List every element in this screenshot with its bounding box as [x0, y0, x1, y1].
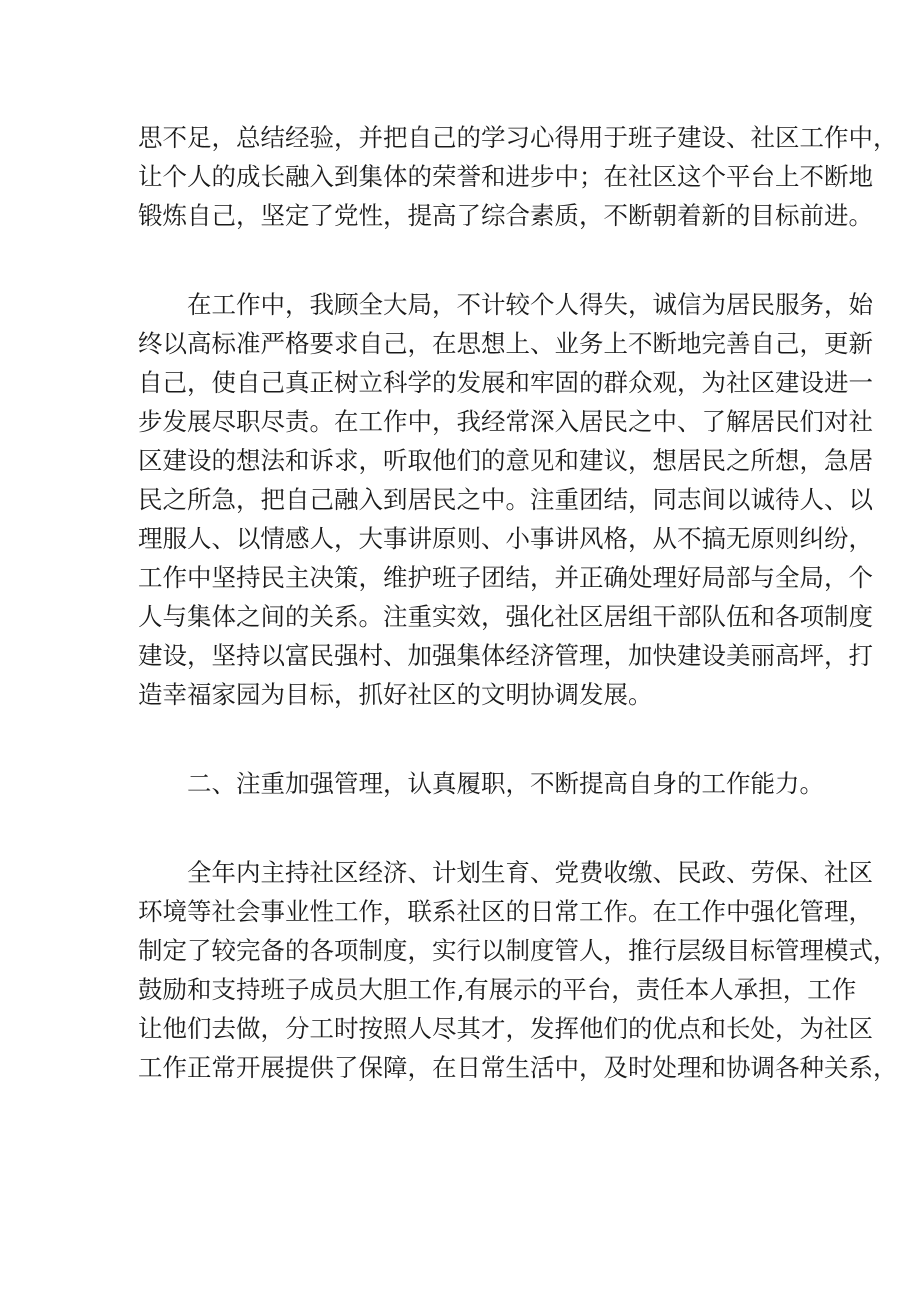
paragraph-4-line-2: 环境等社会事业性工作，联系社区的日常工作。在工作中强化管理， [138, 897, 873, 926]
paragraph-2-line-7: 理服人、以情感人，大事讲原则、小事讲风格，从不搞无原则纠纷， [138, 524, 873, 553]
paragraph-2-line-9: 人与集体之间的关系。注重实效，强化社区居组干部队伍和各项制度 [138, 602, 873, 631]
paragraph-2-line-8: 工作中坚持民主决策，维护班子团结，并正确处理好局部与全局，个 [138, 563, 873, 592]
paragraph-1-line-3: 锻炼自己，坚定了党性，提高了综合素质，不断朝着新的目标前进。 [138, 201, 873, 230]
paragraph-4-line-5: 让他们去做，分工时按照人尽其才，发挥他们的优点和长处，为社区 [138, 1014, 873, 1043]
paragraph-2-line-5: 区建设的想法和诉求，听取他们的意见和建议，想居民之所想，急居 [138, 446, 873, 475]
paragraph-2-line-11: 造幸福家园为目标，抓好社区的文明协调发展。 [138, 680, 653, 709]
paragraph-1-line-1: 思不足，总结经验，并把自己的学习心得用于班子建设、社区工作中， [138, 123, 898, 152]
paragraph-4-line-4: 鼓励和支持班子成员大胆工作,有展示的平台，责任本人承担，工作 [138, 975, 857, 1004]
paragraph-2-line-1: 在工作中，我顾全大局，不计较个人得失，诚信为居民服务，始 [187, 290, 873, 319]
paragraph-4-line-6: 工作正常开展提供了保障，在日常生活中，及时处理和协调各种关系， [138, 1053, 898, 1082]
paragraph-2-line-6: 民之所急，把自己融入到居民之中。注重团结，同志间以诚待人、以 [138, 485, 873, 514]
section-heading-2: 二、注重加强管理，认真履职，不断提高自身的工作能力。 [187, 769, 824, 798]
paragraph-4-line-1: 全年内主持社区经济、计划生育、党费收缴、民政、劳保、社区 [187, 858, 873, 887]
paragraph-1-line-2: 让个人的成长融入到集体的荣誉和进步中；在社区这个平台上不断地 [138, 162, 873, 191]
paragraph-2-line-10: 建设，坚持以富民强村、加强集体经济管理，加快建设美丽高坪，打 [138, 641, 873, 670]
paragraph-2-line-2: 终以高标准严格要求自己，在思想上、业务上不断地完善自己，更新 [138, 329, 873, 358]
paragraph-2-line-3: 自己，使自己真正树立科学的发展和牢固的群众观，为社区建设进一 [138, 368, 873, 397]
paragraph-4-line-3: 制定了较完备的各项制度，实行以制度管人，推行层级目标管理模式， [138, 936, 898, 965]
paragraph-2-line-4: 步发展尽职尽责。在工作中，我经常深入居民之中、了解居民们对社 [138, 407, 873, 436]
